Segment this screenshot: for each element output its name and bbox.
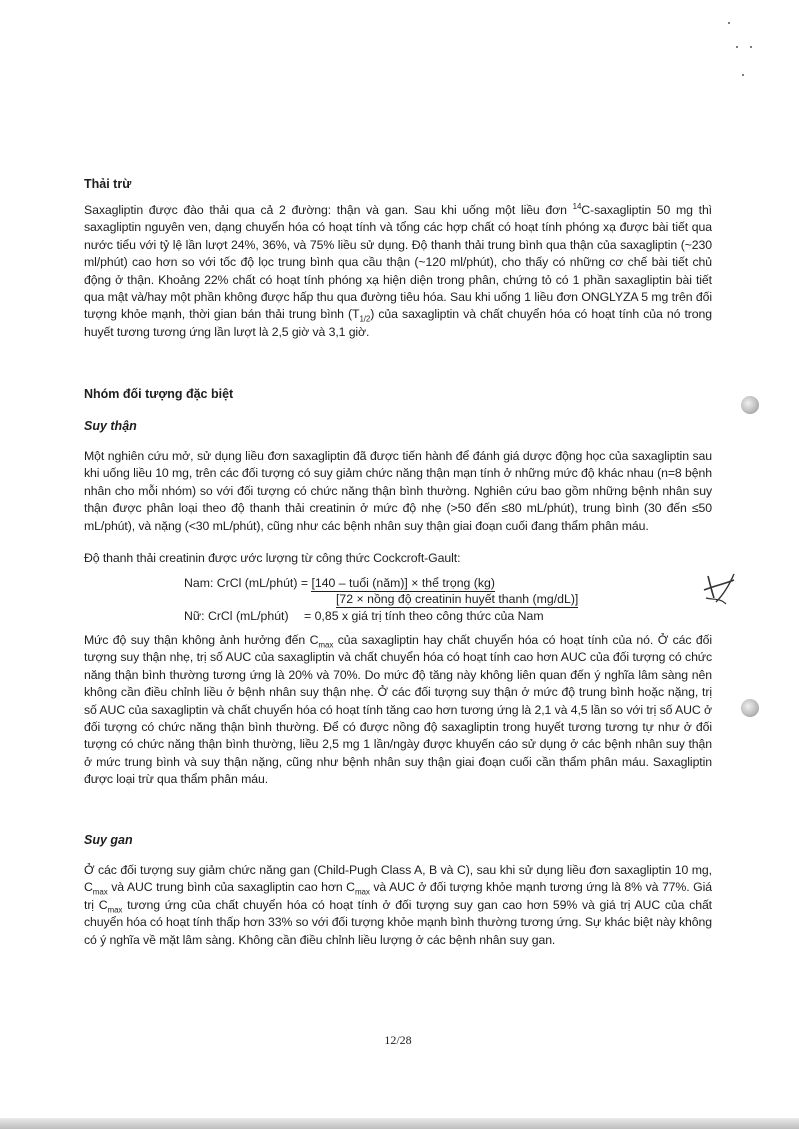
formula-female-label: Nữ: CrCl (mL/phút) [184,609,289,623]
formula-female-value: = 0,85 x giá trị tính theo công thức của Nam [304,609,544,623]
formula-numerator: [140 – tuổi (năm)] × thể trọng (kg) [311,576,495,590]
paragraph-cockcroft-gault-intro: Độ thanh thải creatinin được ước lượng từ công thức Cockcroft-Gault: [84,551,461,565]
document-page [84,0,712,1129]
scan-speck [742,74,744,76]
paragraph-renal-study: Một nghiên cứu mở, sử dụng liều đơn saxagliptin đã được tiến hành để đánh giá dược động học của saxagliptin sau khi uống liều 10 mg, trên các đối tượng có suy giảm chức năng thận mạn tính ở những mức độ khác nhau (n=8 bệnh nhân cho mỗi nhóm) so với đối tượng có chức năng thận bình thường. Nghiên cứu bao gồm những bệnh nhân suy thận được phân loại theo độ thanh thải creatinin ở mức độ nhẹ (>50 đến ≤80 mL/phút), trung bình (30 đến ≤50 mL/phút), và nặng (<30 mL/phút), cũng như các bệnh nhân suy thận giai đoạn cuối đang thẩm phân máu. [84,449,712,533]
binder-hole-top [741,396,759,414]
paragraph-elimination: Saxagliptin được đào thải qua cả 2 đường: thận và gan. Sau khi uống một liều đơn $^{14}$C-saxagliptin 50 mg thì saxagliptin nguyên ven, dạng chuyển hóa có hoạt tính và tổng các hợp chất có hoạt tính phóng xạ được bài tiết qua nước tiểu với tỷ lệ lần lượt 24%, 36%, và 75% liều sử dụng. Độ thanh thải trung bình qua thận của saxagliptin (~230 ml/phút) cao hơn so với tốc độ lọc trung bình qua cầu thận (~120 ml/phút), cho thấy có những cơ chế bài tiết chủ động ở thận. Khoảng 22% chất có hoạt tính phóng xạ hiện diện trong phân, chứng tỏ có 1 phần saxagliptin bài tiết qua mật và/hay một phần không được hấp thu qua đường tiêu hóa. Sau khi uống 1 liều đơn ONGLYZA 5 mg trên đối tượng khỏe mạnh, thời gian bán thải trung bình $(T_{1/2})$ của saxagliptin và chất chuyển hóa có hoạt tính của nó trong huyết tương tương ứng lần lượt là 2,5 giờ và 3,1 giờ. [84,201,713,339]
scan-speck [736,46,738,48]
scan-speck [728,22,730,24]
heading-hepatic-impairment: Suy gan [84,833,133,847]
formula-male-label: Nam: CrCl (mL/phút) = [184,576,309,590]
scan-speck [750,46,752,48]
heading-renal-impairment: Suy thận [84,419,137,433]
paragraph-renal-results: Mức độ suy thận không ảnh hưởng đến $C_{max}$ của saxagliptin hay chất chuyển hóa có hoạt tính của nó. Ở các đối tượng suy thận nhẹ, trị số AUC của saxagliptin và chất chuyển hóa có hoạt tính cao hơn AUC của đối tượng có chức năng thận bình thường tương ứng là 20% và 70%. Do mức độ tăng này không liên quan đến ý nghĩa lâm sàng nên không cần điều chỉnh liều ở bệnh nhân suy thận nhẹ. Ở các đối tượng suy thận ở mức độ trung bình hoặc nặng, trị số AUC của saxagliptin và chất chuyển hóa có hoạt tính tăng cao hơn tương ứng là 2,1 và 4,5 lần so với trị số AUC ở đối tượng có chức năng thận bình thường. Để có được nồng độ saxagliptin trong huyết tương tương tự như ở đối tượng có chức năng thận bình thường, liều 2,5 mg 1 lần/ngày được khuyến cáo sử dụng ở các bệnh nhân suy thận ở mức trung bình và suy thận nặng, cũng như bệnh nhân suy thận giai đoạn cuối cần thẩm phân máu. Saxagliptin được loại trừ qua thẩm phân máu. [84,633,713,787]
binder-hole-bottom [741,699,759,717]
heading-elimination: Thải trừ [84,177,132,191]
scan-bottom-edge [0,1118,799,1129]
formula-denominator-row [336,591,578,608]
heading-special-populations: Nhóm đối tượng đặc biệt [84,387,234,401]
formula-female-row [184,608,544,625]
formula-male-row [184,575,495,592]
formula-denominator: [72 × nồng độ creatinin huyết thanh (mg/dL)] [336,592,579,606]
paragraph-hepatic: Ở các đối tượng suy giảm chức năng gan (Child-Pugh Class A, B và C), sau khi sử dụng liều đơn saxagliptin 10 mg, $C_{max}$ và AUC trung bình của saxagliptin cao hơn $C_{max}$ và AUC ở đối tượng khỏe mạnh tương ứng là 8% và 77%. Giá trị $C_{max}$ tương ứng của chất chuyển hóa có hoạt tính ở đối tượng suy gan cao hơn 59% và giá trị AUC của chất chuyển hóa có hoạt tính thấp hơn 33% so với đối tượng khỏe mạnh bình thường tương ứng. Sự khác biệt này không có ý nghĩa về mặt lâm sàng. Không cần điều chỉnh liều lượng ở các bệnh nhân suy gan. [84,863,713,947]
page-number: 12/28 [384,1033,412,1047]
